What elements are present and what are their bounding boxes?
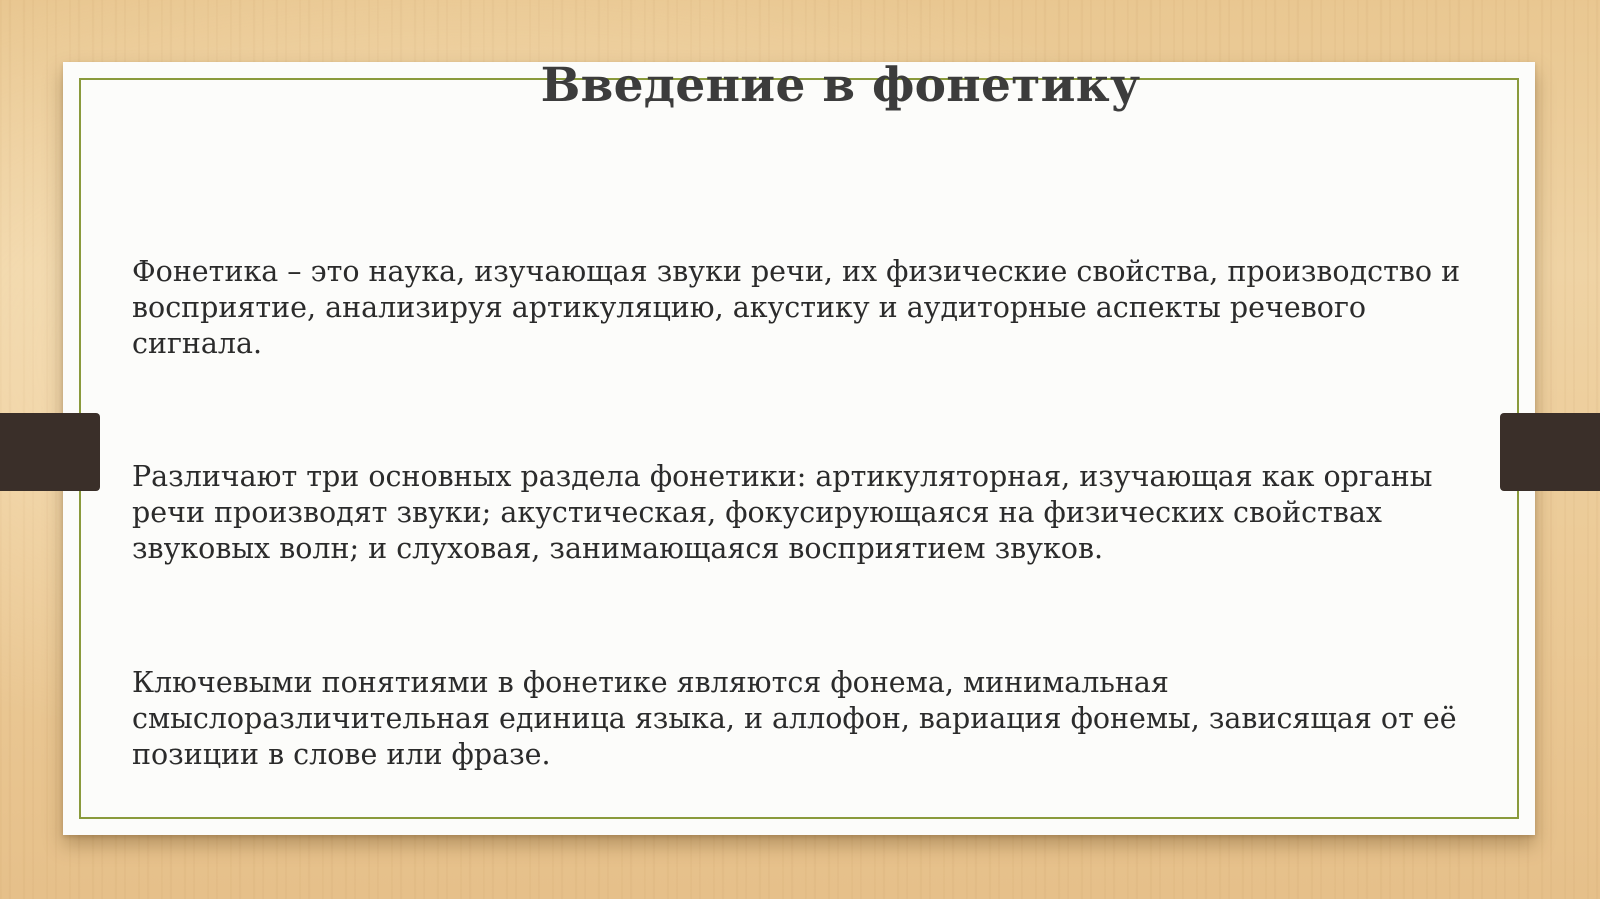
paragraph-definition: Фонетика – это наука, изучающая звуки речи, их физические свойства, производство и восприятие, анализируя артикуляцию, акустику и аудиторные аспекты речевого сигнала. bbox=[132, 255, 1461, 360]
paragraph-key-concepts: Ключевыми понятиями в фонетике являются фонема, минимальная смыслоразличительная единица языка, и аллофон, вариация фонемы, зависящая от её позиции в слове или фразе. bbox=[132, 666, 1457, 771]
right-decorative-tab bbox=[1500, 413, 1600, 491]
paragraph-branches: Различают три основных раздела фонетики: артикуляторная, изучающая как органы речи производят звуки; акустическая, фокусирующаяся на физических свойствах звуковых волн; и слуховая, занимающаяся восприятием звуков. bbox=[132, 460, 1433, 565]
slide-title: Введение в фонетику bbox=[540, 58, 1141, 113]
left-decorative-tab bbox=[0, 413, 100, 491]
